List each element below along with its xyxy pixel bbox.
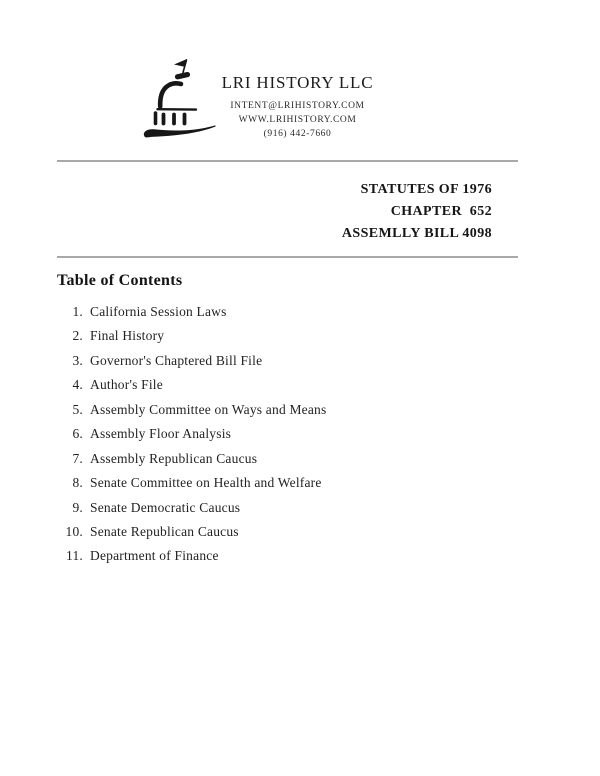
- company-contact-block: [160, 99, 435, 141]
- toc-item-number: 1.: [72, 304, 83, 319]
- toc-title: Table of Contents: [57, 272, 183, 289]
- toc-item-number: 8.: [72, 475, 83, 491]
- toc-item-number: 3.: [72, 352, 83, 368]
- company-email: INTENT@LRIHISTORY.COM: [230, 101, 365, 111]
- reference-chapter-line: CHAPTER 652: [390, 204, 492, 219]
- divider-bottom: [57, 256, 518, 258]
- toc-list: [0, 300, 520, 569]
- toc-item-label: Final History: [90, 328, 165, 344]
- toc-item-label: Department of Finance: [90, 548, 219, 564]
- toc-item-label: Senate Democratic Caucus: [90, 499, 241, 515]
- toc-item-number: 11.: [66, 548, 83, 564]
- toc-item: [0, 349, 520, 373]
- toc-item: [0, 520, 520, 544]
- letterhead: [160, 72, 435, 141]
- toc-item-label: California Session Laws: [90, 304, 227, 319]
- toc-item-number: 7.: [72, 450, 83, 466]
- reference-bill-line: ASSEMLLY BILL 4098: [341, 226, 492, 241]
- toc-item: [0, 544, 520, 568]
- toc-item: [0, 447, 520, 471]
- toc-item-label: Author's File: [90, 377, 163, 393]
- toc-item-label: Assembly Floor Analysis: [90, 426, 232, 442]
- company-website: WWW.LRIHISTORY.COM: [238, 115, 357, 125]
- toc-item: [0, 496, 520, 520]
- toc-item: [0, 471, 520, 495]
- toc-item-label: Assembly Republican Caucus: [90, 450, 258, 466]
- reference-statutes-line: STATUTES OF 1976: [360, 182, 492, 197]
- divider-top: [57, 160, 518, 162]
- toc-item-number: 6.: [72, 426, 83, 442]
- toc-item: [0, 373, 520, 397]
- toc-item: [0, 398, 520, 422]
- toc-item-number: 2.: [72, 328, 83, 344]
- toc-item-number: 9.: [72, 499, 83, 515]
- toc-item-label: Senate Republican Caucus: [90, 523, 239, 539]
- toc-item-label: Senate Committee on Health and Welfare: [90, 475, 322, 491]
- toc-item-number: 5.: [72, 401, 83, 417]
- company-name: LRI HISTORY LLC: [221, 73, 374, 92]
- toc-item-number: 10.: [65, 523, 83, 539]
- toc-item: [0, 422, 520, 446]
- toc-item: [0, 324, 520, 348]
- statutes-reference: [342, 179, 492, 245]
- toc-item-label: Assembly Committee on Ways and Means: [90, 401, 327, 417]
- company-phone: (916) 442-7660: [263, 129, 332, 139]
- toc-item-number: 4.: [72, 377, 83, 393]
- toc-item-label: Governor's Chaptered Bill File: [90, 352, 263, 368]
- toc-item: [0, 300, 520, 324]
